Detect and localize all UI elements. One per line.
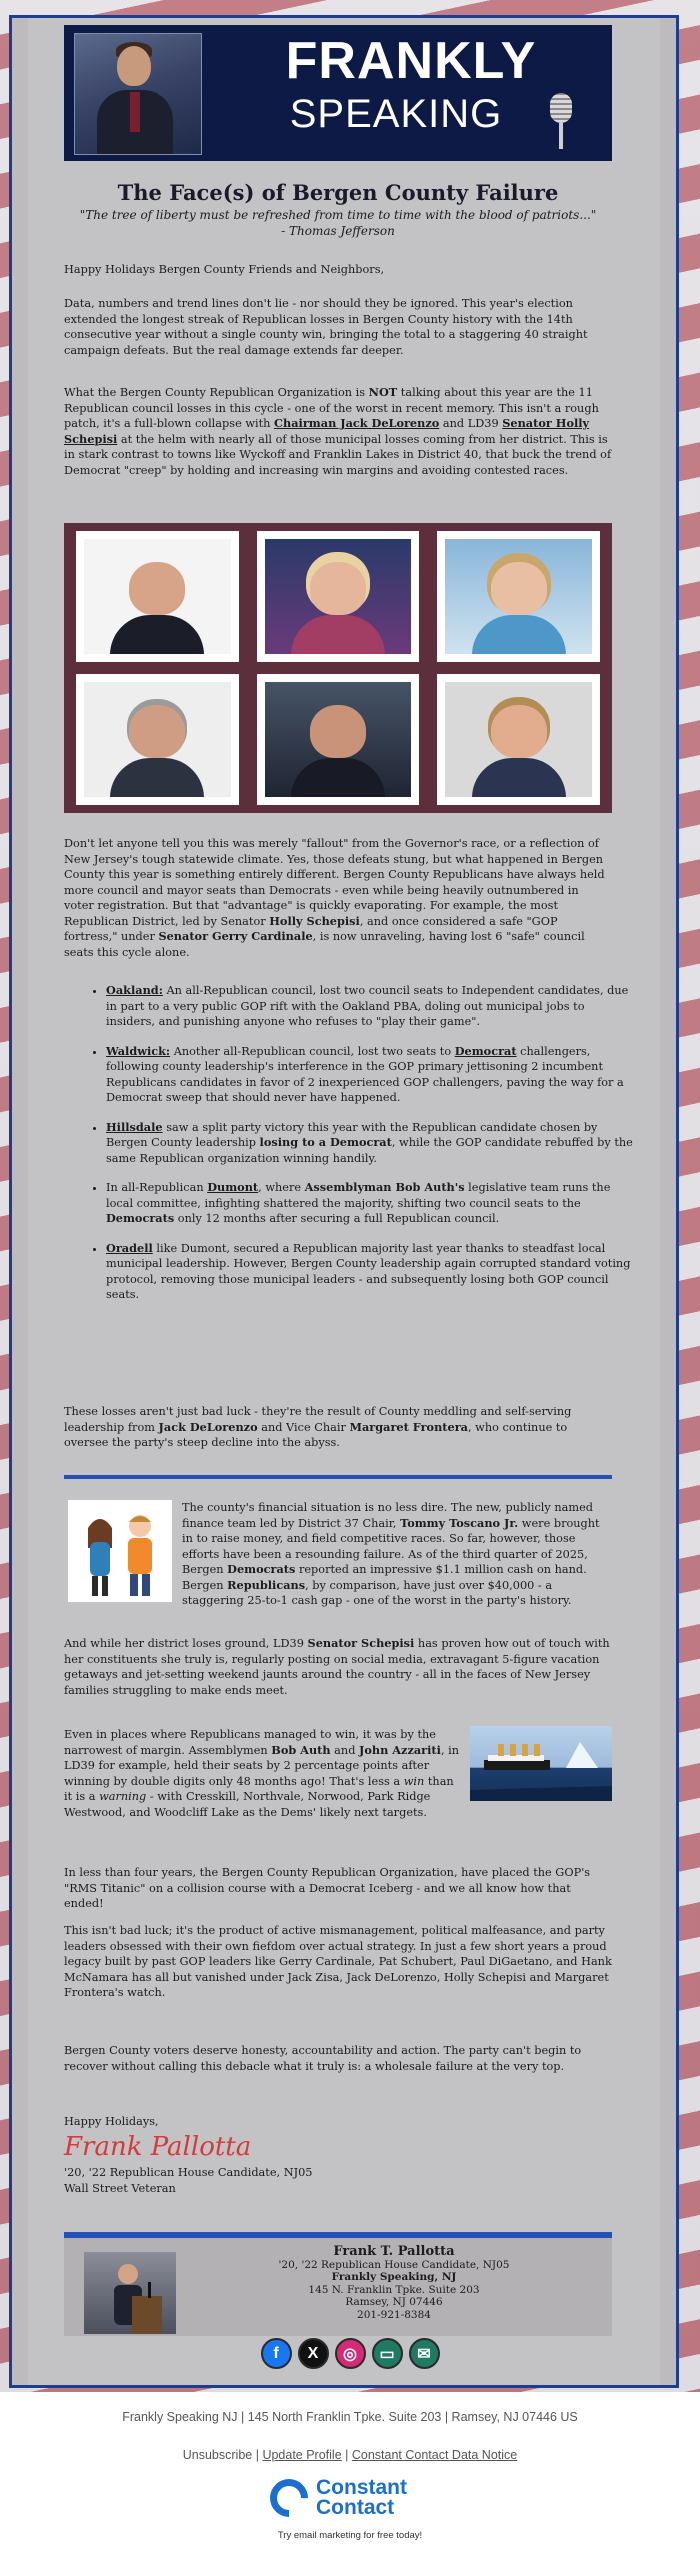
p2-text-c: and LD39	[439, 417, 503, 430]
waldwick-text-b: challengers, following county leadership's interference in the GOP primary jettisoning 2 incumbent Republicans candidates in favor of 2 inexperienced GOP challengers, paving the way for a Democrat sweep that should never have happened.	[106, 1044, 624, 1104]
contact-photo	[84, 2252, 176, 2334]
paragraph-2	[64, 385, 612, 478]
contact-line-3: 145 N. Franklin Tpke. Suite 203	[308, 2283, 480, 2296]
closing	[64, 2114, 612, 2130]
footer-address: Frankly Speaking NJ | 145 North Franklin Tpke. Suite 203 | Ramsey, NJ 07446 US	[122, 2410, 578, 2424]
p5-tommy: Tommy Toscano Jr.	[400, 1515, 519, 1530]
p4-jack: Jack DeLorenzo	[158, 1419, 258, 1434]
dumont-text-c: legislative team runs the local committee, infighting shattered the majority, shifting two council seats to the	[106, 1181, 611, 1210]
p7-john: John Azzariti	[359, 1742, 441, 1757]
p5-text-c: reported an impressive $1.1 million cash on hand. Bergen	[182, 1563, 587, 1592]
email-icon[interactable]: ✉	[409, 2338, 440, 2369]
p4-text-a: These losses aren't just bad luck - they're the result of County meddling and self-serving leadership from	[64, 1405, 572, 1434]
dumont-link[interactable]: Dumont	[207, 1180, 259, 1194]
photo-grid	[64, 523, 612, 813]
town-list	[84, 983, 634, 1317]
greeting-text: Happy Holidays Bergen County Friends and Neighbors,	[64, 263, 385, 276]
list-item	[106, 983, 634, 1030]
p5-text-b: were brought in to raise money, and field competitive races. So far, however, those efforts have been a resounding failure. As of the third quarter of 2025, Bergen	[182, 1516, 600, 1576]
waldwick-text-a: Another all-Republican council, lost two seats to	[170, 1044, 455, 1058]
data-notice-link[interactable]: Constant Contact Data Notice	[351, 2448, 518, 2462]
email-footer	[0, 2392, 700, 2554]
update-profile-link[interactable]: Update Profile	[262, 2448, 342, 2462]
p3-text-a: Don't let anyone tell you this was merely "fallout" from the Governor's race, or a reflection of New Jersey's tough statewide climate. Yes, those defeats stung, but what happened in Bergen County this year is something entirely different. Bergen County Republicans have always held more council and mayor seats than Democrats - even while being heavily outnumbered in voter registration. But that "advantage" is quickly evaporating. For example, the most Republican District, led by Senator	[64, 837, 605, 928]
contact-card	[64, 2232, 612, 2336]
p2-text-d: at the helm with nearly all of those municipal losses coming from her district. This is in stark contrast to towns like Wyckoff and Franklin Lakes in District 40, that buck the trend of Democrat "creep" by holding and increasing win margins and avoiding contested races.	[64, 432, 612, 477]
p7-text-a: Even in places where Republicans managed to win, it was by the narrowest of margin. Assemblymen	[64, 1728, 436, 1757]
contact-name: Frank T. Pallotta	[333, 2244, 455, 2259]
waldwick-link[interactable]: Waldwick:	[106, 1043, 171, 1058]
photo-frame	[437, 531, 600, 662]
p2-text-a: What the Bergen County Republican Organization is	[64, 386, 369, 399]
paragraph-10-text: Bergen County voters deserve honesty, accountability and action. The party can't begin to recover without calling this debacle what it truly is: a wholesale failure at the very top.	[64, 2044, 582, 2073]
p4-margaret: Margaret Frontera	[349, 1419, 468, 1434]
signature: Frank Pallotta	[64, 2132, 252, 2162]
p7-bob: Bob Auth	[271, 1742, 331, 1757]
dumont-dems: Democrats	[106, 1211, 175, 1225]
paragraph-5	[64, 1500, 612, 1609]
list-item	[106, 1180, 634, 1227]
oradell-link[interactable]: Oradell	[106, 1240, 153, 1255]
p7-text-d: - with Cresskill, Northvale, Norwood, Park Ridge Westwood, and Woodcliff Lake as the Dems' likely next targets.	[64, 1790, 431, 1819]
dumont-text-b: , where	[258, 1181, 305, 1194]
photo-frame	[257, 674, 420, 805]
photo-frame	[257, 531, 420, 662]
p5-dems: Democrats	[227, 1562, 296, 1576]
unsubscribe-link[interactable]: Unsubscribe	[182, 2448, 253, 2462]
photo-frame	[76, 674, 239, 805]
paragraph-4	[64, 1404, 612, 1451]
p3-text-c: , is now unraveling, having lost 6 "safe" council seats this cycle alone.	[64, 930, 585, 959]
paragraph-9	[64, 1923, 612, 2001]
hillsdale-text-b: , while the GOP candidate rebuffed by the same Republican organization winning handily.	[106, 1136, 633, 1165]
paragraph-10	[64, 2043, 612, 2074]
paragraph-6	[64, 1636, 612, 1698]
p6-text-a: And while her district loses ground, LD39	[64, 1637, 308, 1650]
hillsdale-text-a: saw a split party victory this year with the Republican candidate chosen by Bergen County leadership	[106, 1120, 598, 1149]
separator: |	[341, 2448, 352, 2462]
p5-reps: Republicans	[227, 1577, 306, 1592]
contact-line-2: Frankly Speaking, NJ	[331, 2271, 457, 2283]
facebook-icon[interactable]: f	[261, 2338, 292, 2369]
p3-gerry: Senator Gerry Cardinale	[158, 929, 313, 943]
greeting	[64, 262, 612, 278]
signature-line-2: Wall Street Veteran	[64, 2181, 176, 2195]
microphone-icon	[550, 93, 572, 123]
instagram-icon[interactable]: ◎	[335, 2338, 366, 2369]
portrait-photo	[84, 682, 231, 797]
article-title: The Face(s) of Bergen County Failure	[117, 180, 559, 205]
photo-frame	[76, 531, 239, 662]
oakland-text: An all-Republican council, lost two council seats to Independent candidates, due in part to a very public GOP rift with the Oakland PBA, doling out municipal jobs to insiders, and punishing anyone who refuses to "play their game".	[106, 984, 629, 1028]
portrait-photo	[445, 539, 592, 654]
p6-senator: Senator Schepisi	[307, 1636, 415, 1650]
contact-line-1: '20, '22 Republican House Candidate, NJ05	[278, 2258, 510, 2271]
p7-text-b: , in LD39 for example, held their seats by 2 percentage points after winning by double digits only 48 months ago! That's less a	[64, 1743, 460, 1788]
paragraph-1	[64, 296, 612, 358]
dumont-text-d: only 12 months after securing a full Republican council.	[174, 1212, 500, 1225]
cc-tagline[interactable]: Try email marketing for free today!	[277, 2530, 423, 2541]
dumont-text-a: In all-Republican	[106, 1181, 208, 1194]
portrait-photo	[445, 682, 592, 797]
contact-details	[204, 2246, 584, 2321]
hillsdale-link[interactable]: Hillsdale	[106, 1119, 163, 1134]
x-icon[interactable]: X	[298, 2338, 329, 2369]
paragraph-1-text: Data, numbers and trend lines don't lie - nor should they be ignored. This year's election extended the longest streak of Republican losses in Bergen County history with the 14th consecutive year without a single county win, bringing the total to a staggering 40 straight campaign defeats. But the real damage extends far deeper.	[64, 297, 588, 357]
website-icon[interactable]: ▭	[372, 2338, 403, 2369]
photo-frame	[437, 674, 600, 805]
p6-text-b: has proven how out of touch with her constituents she truly is, regularly posting on social media, extravagant 5-figure vacation getaways and jet-setting weekend jaunts around the country - all in the faces of New Jersey families struggling to make ends meet.	[64, 1637, 610, 1697]
p7-warning: warning	[99, 1790, 147, 1803]
p2-not: NOT	[368, 385, 398, 399]
paragraph-3	[64, 836, 612, 960]
footer-links	[0, 2448, 700, 2462]
list-item	[106, 1044, 634, 1106]
article-quote	[64, 207, 612, 239]
constant-contact-wordmark	[316, 2478, 407, 2518]
p3-holly: Holly Schepisi	[269, 913, 360, 928]
p2-chairman-link[interactable]: Chairman Jack DeLorenzo	[274, 416, 440, 430]
oradell-text: like Dumont, secured a Republican majority last year thanks to steadfast local municipal leadership. However, Bergen County leadership again corrupted standard voting protocol, removing those municipal leaders - and subsequently losing both GOP council seats.	[106, 1241, 631, 1301]
constant-contact-icon	[262, 2471, 316, 2525]
paragraph-9-text: This isn't bad luck; it's the product of active mismanagement, political malfeasance, and party leaders obsessed with their own fiefdom over actual strategy. In just a few short years a proud legacy built by past GOP leaders like Gerry Cardinale, Pat Schubert, Paul DiGaetano, and Hank McNamara has all but vanished under Jack Zisa, Jack DeLorenzo, Holly Schepisi and Margaret Frontera's watch.	[64, 1924, 612, 1999]
quote-author: - Thomas Jefferson	[281, 224, 395, 238]
closing-text: Happy Holidays,	[64, 2115, 159, 2128]
p4-text-b: and Vice Chair	[257, 1420, 350, 1434]
paragraph-8	[64, 1865, 612, 1912]
signature-details	[64, 2165, 612, 2196]
paragraph-8-text: In less than four years, the Bergen County Republican Organization, have placed the GOP's "RMS Titanic" on a collision course with a Democrat Iceberg - and we all know how that ended!	[64, 1866, 591, 1910]
dumont-auth: Assemblyman Bob Auth's	[304, 1180, 465, 1194]
cc-line-2: Contact	[316, 2496, 395, 2519]
p5-text-a: The county's financial situation is no less dire. The new, publicly named finance team led by District 37 Chair,	[182, 1501, 594, 1530]
portrait-photo	[265, 682, 412, 797]
list-item	[106, 1120, 634, 1167]
p4-text-c: , who continue to oversee the party's steep decline into the abyss.	[64, 1420, 568, 1449]
section-divider	[64, 1475, 612, 1479]
oakland-link[interactable]: Oakland:	[106, 983, 163, 997]
p2-text-b: talking about this year are the 11 Republican council losses in this cycle - one of the worst in recent memory. This isn't a rough patch, it's a full-blown collapse with	[64, 386, 599, 430]
contact-phone: 201-921-8384	[357, 2308, 431, 2321]
contact-line-4: Ramsey, NJ 07446	[345, 2296, 443, 2308]
portrait-photo	[265, 539, 412, 654]
hillsdale-bold: losing to a Democrat	[259, 1135, 392, 1149]
header-banner	[64, 25, 612, 161]
p7-win: win	[403, 1774, 425, 1788]
p7-and: and	[330, 1743, 360, 1757]
banner-title: FRANKLY	[285, 32, 537, 90]
cc-line-1: Constant	[316, 2476, 407, 2499]
p2-senator-link[interactable]: Senator Holly Schepisi	[64, 416, 590, 446]
list-item	[106, 1241, 634, 1303]
banner-logo	[210, 25, 612, 161]
p3-text-b: , and once considered a safe "GOP fortress," under	[64, 914, 558, 943]
paragraph-7	[64, 1727, 612, 1820]
quote-text: "The tree of liberty must be refreshed from time to time with the blood of patriots..."	[79, 208, 597, 222]
signature-line-1: '20, '22 Republican House Candidate, NJ05	[64, 2166, 313, 2179]
constant-contact-logo[interactable]	[270, 2478, 407, 2518]
separator: |	[252, 2448, 263, 2462]
banner-subtitle: SPEAKING	[289, 92, 503, 136]
p7-text-c: than it is a	[64, 1774, 454, 1803]
portrait-photo	[84, 539, 231, 654]
p5-text-d: , by comparison, have just over $40,000 - a staggering 25-to-1 cash gap - one of the worst in the party's history.	[182, 1578, 572, 1607]
social-links	[0, 2338, 700, 2369]
democrat-link[interactable]: Democrat	[454, 1043, 517, 1058]
